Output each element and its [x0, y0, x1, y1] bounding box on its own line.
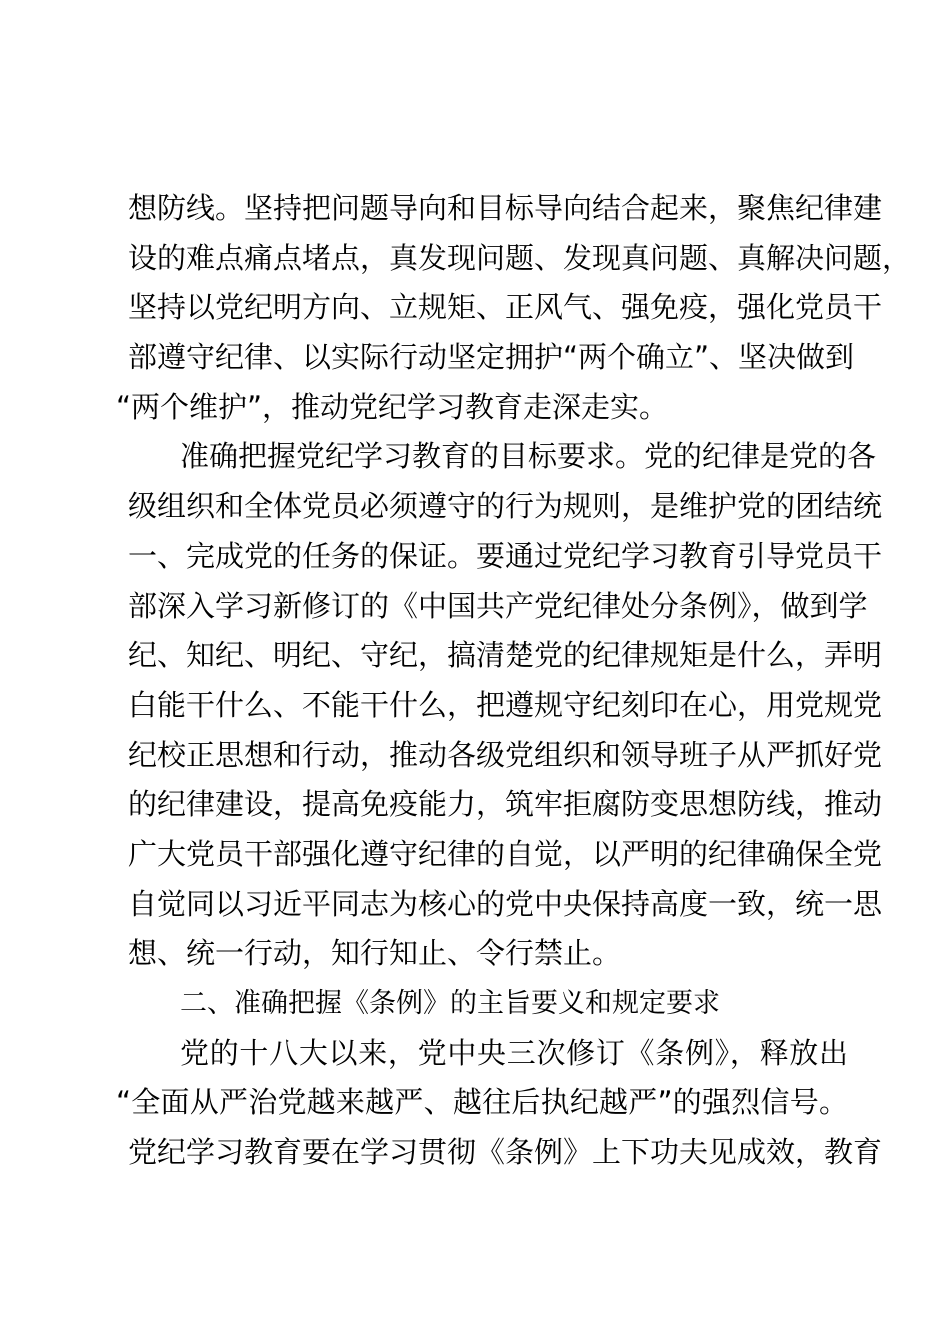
text-line: 自觉同以习近平同志为核心的党中央保持高度一致，统一思 — [128, 886, 883, 921]
text-line: 想防线。坚持把问题导向和目标导向结合起来，聚焦纪律建 — [128, 191, 883, 225]
section-heading: 二、准确把握《条例》的主旨要义和规定要求 — [180, 988, 720, 1019]
text-line: 一、完成党的任务的保证。要通过党纪学习教育引导党员干 — [128, 538, 883, 573]
text-line: 党的十八大以来，党中央三次修订《条例》，释放出 — [180, 1035, 848, 1070]
text-line: 的纪律建设，提高免疫能力，筑牢拒腐防变思想防线，推动 — [128, 787, 883, 822]
paragraph-heading-line: 准确把握党纪学习教育的目标要求。党的纪律是党的各 — [180, 439, 877, 474]
text-line: 广大党员干部强化遵守纪律的自觉，以严明的纪律确保全党 — [128, 836, 883, 871]
body-text — [116, 184, 912, 1178]
text-line: 想、统一行动，知行知止、令行禁止。 — [128, 936, 622, 971]
text-line: 设的难点痛点堵点，真发现问题、发现真问题、真解决问题， — [128, 240, 912, 275]
text-line: 部遵守纪律、以实际行动坚定拥护“两个确立”、坚决做到 — [128, 340, 855, 375]
text-line: 级组织和全体党员必须遵守的行为规则，是维护党的团结统 — [128, 489, 883, 524]
text-line: 坚持以党纪明方向、立规矩、正风气、强免疫，强化党员干 — [128, 290, 883, 325]
text-line: 白能干什么、不能干什么，把遵规守纪刻印在心，用党规党 — [128, 687, 883, 722]
text-line: “全面从严治党越来越严、越往后执纪越严”的强烈信号。 — [116, 1085, 848, 1120]
text-line: 纪、知纪、明纪、守纪，搞清楚党的纪律规矩是什么，弄明 — [128, 638, 883, 673]
text-line: “两个维护”，推动党纪学习教育走深走实。 — [116, 389, 669, 424]
text-line: 部深入学习新修订的《中国共产党纪律处分条例》，做到学 — [128, 588, 868, 623]
text-line: 党纪学习教育要在学习贯彻《条例》上下功夫见成效，教育 — [128, 1135, 883, 1170]
text-line: 纪校正思想和行动，推动各级党组织和领导班子从严抓好党 — [128, 737, 883, 772]
